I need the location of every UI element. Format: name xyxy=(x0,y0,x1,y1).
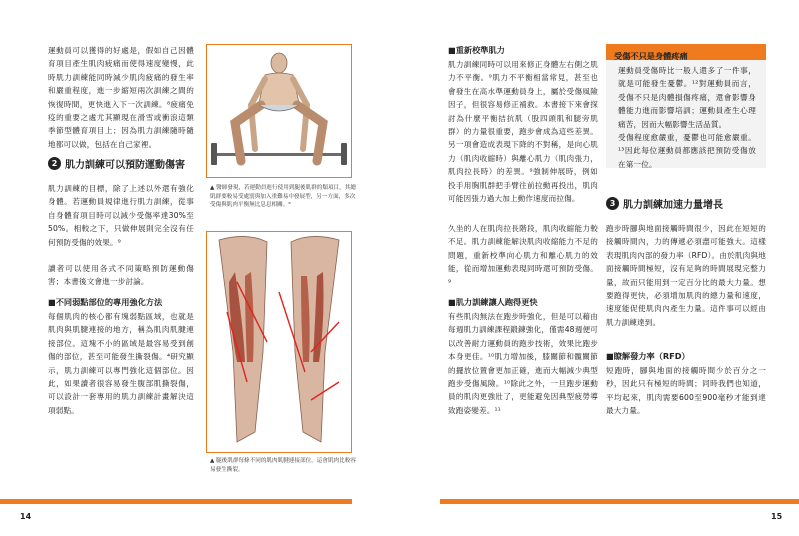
right-page-number: 15 xyxy=(771,512,783,521)
right-para-5: 短跑時，腳與地面的接觸時間少於百分之一秒，因此只有極短的時間；同時我們也知道，平均起來，肌肉需要600至900毫秒才能到達最大力量。 xyxy=(606,366,766,416)
section-2-number: 2 xyxy=(48,157,61,170)
left-footer-bar xyxy=(0,499,352,504)
sidebar-box xyxy=(606,44,766,168)
section-2-heading xyxy=(48,153,208,174)
section-3-number: 3 xyxy=(606,197,619,210)
figure-squat xyxy=(206,44,352,178)
left-para-1: 運動員可以獲得的好處是，假如自己因體育項目產生肌肉疲痛而使得速度變慢，此時肌力訓練能同時減少肌肉疲痛的發生率和嚴重程度，進一步縮短兩次訓練之間的恢復時間，更快進入下一次訓練。⁸疲痛免疫的重要之處尤其顯現在滑雪或衝浪這類季節型體育項目上；因為肌力訓練隨時隨地都可以做，包括在自己家裡。 xyxy=(48,46,194,149)
section-3-heading xyxy=(606,193,776,214)
left-page-number: 14 xyxy=(20,512,32,521)
sidebar-box-header xyxy=(606,44,766,60)
section-3-title: 肌力訓練加速力量增長 xyxy=(623,200,723,211)
left-para-3: 讀者可以使用各式不同策略預防運動傷害；本書後文會進一步討論。 xyxy=(48,264,194,287)
squat-illustration xyxy=(207,45,351,177)
right-subhead-2: ■肌力訓練讓人跑得更快 xyxy=(448,297,538,307)
left-subhead-1: ■不同弱點部位的專用強化方法 xyxy=(48,297,163,307)
section-2-title: 肌力訓練可以預防運動傷害 xyxy=(65,160,185,171)
right-para-2: 久坐的人在肌肉拉長階段，肌肉收縮能力較不足。肌力訓練能解決肌肉收縮能力不足的問題，重新校準向心肌力和離心肌力的效能，從而增加運動表現同時還可預防受傷。⁹ xyxy=(448,224,598,287)
right-para-1: 肌力訓練同時可以用來修正身體左右側之肌力不平衡。⁹肌力不平衡相當常見，甚至也會發生在高水準運動員身上，屬於受傷風險因子，但很容易修正補救。本書接下來會探討為什麼平衡拮抗肌（股四頭肌和腿旁肌群）的力量很重要，跑步會成為這些差異。另一項會造成表現下降的不對稱，是向心肌力（肌肉收縮時）與離心肌力（肌肉張力，肌肉拉長時）的差異。⁹強制伸展時，例如投手用胸肌群把手臂往前拉動再投出，肌肉可能因張力過大加上動作速度而拉傷。 xyxy=(448,60,598,204)
right-para-4: 跑步時腳與地面接觸時間很少，因此在短短的接觸時間內，力的傳遞必須盡可能強大。這樣表現肌肉內部的發力率（RFD）。由於肌肉與地面接觸時間極短，沒有足夠的時間展現完整力量，故而只能用到一定百分比的最大力量。想要跑得更快，必須增加肌肉的總力量和速度，速度能促使肌肉內產生力量。這件事可以經由肌力訓練達到。 xyxy=(606,224,766,327)
sidebar-box-para-2: 受傷程度愈嚴重，憂鬱也可能愈嚴重。¹³因此每位運動員都應該把預防受傷放在第一位。 xyxy=(618,133,756,169)
figure-1-caption: ▲ 醫師發現，若運動員進行使用到腿後肌群的類項目，其總肌群要較易受處罰與加入重難易中發展型，另一方面，多次受傷與肌肉平衡無比息息相關。⁸ xyxy=(210,185,356,208)
sidebar-box-para-1: 運動員受傷時比一般人還多了一件事，就是可能發生憂鬱。¹²對運動員而言，受傷不只是肉體損傷疼痛，還會影響身體能力進而影響培訓；運動員產生心理痛苦，因而大幅影響生活品質。 xyxy=(618,66,756,129)
right-para-3: 有些肌肉無法在跑步時強化，但是可以藉由每週肌力訓練課程鍛鍊強化，僅需48週便可以改善耐力運動員的跑步技術，效果比跑步本身更佳。¹⁰肌力增加後，膝關節和髖關節的擺放位置會更加正確，進而大幅減少典型跑步受傷風險。¹⁰除此之外，一旦跑步運動員的肌肉更強壯了，更能避免因典型疲勞導致跑姿變差。¹¹ xyxy=(448,312,598,415)
left-para-2: 肌力訓練的目標，除了上述以外還有強化身體。若運動員規律進行肌力訓練，從事自身體育項目時可以減少受傷率達30%至50%。相較之下，只做伸展則完全沒有任何預防受傷的效果。⁹ xyxy=(48,184,194,247)
figure-2-caption: ▲ 腿後肌群每條不同的肌肉肌腱連接部位，這會肌肉比較容易發生撕裂。 xyxy=(210,458,356,473)
figure-hamstrings xyxy=(206,231,352,453)
hamstring-illustration xyxy=(207,232,351,452)
sidebar-box-title: 受傷不只是身體疼痛 xyxy=(614,51,688,61)
right-subhead-3: ■瞭解發力率（RFD） xyxy=(606,351,690,361)
right-subhead-1: ■重新校準肌力 xyxy=(448,45,505,55)
right-footer-bar xyxy=(440,499,799,504)
left-para-4: 每個肌肉的核心都有塊弱點區域，也就是肌肉與肌腱連接的地方，稱為肌肉肌腱連接部位。這塊不小的區域是最容易受到創傷的部位，甚至可能發生撕裂傷。⁴研究顯示，肌力訓練可以專門強化這個部位。因此，如果讀者很容易發生腹部肌撕裂傷，可以設計一套專用的肌力訓練計畫解決這項弱點。 xyxy=(48,312,194,415)
